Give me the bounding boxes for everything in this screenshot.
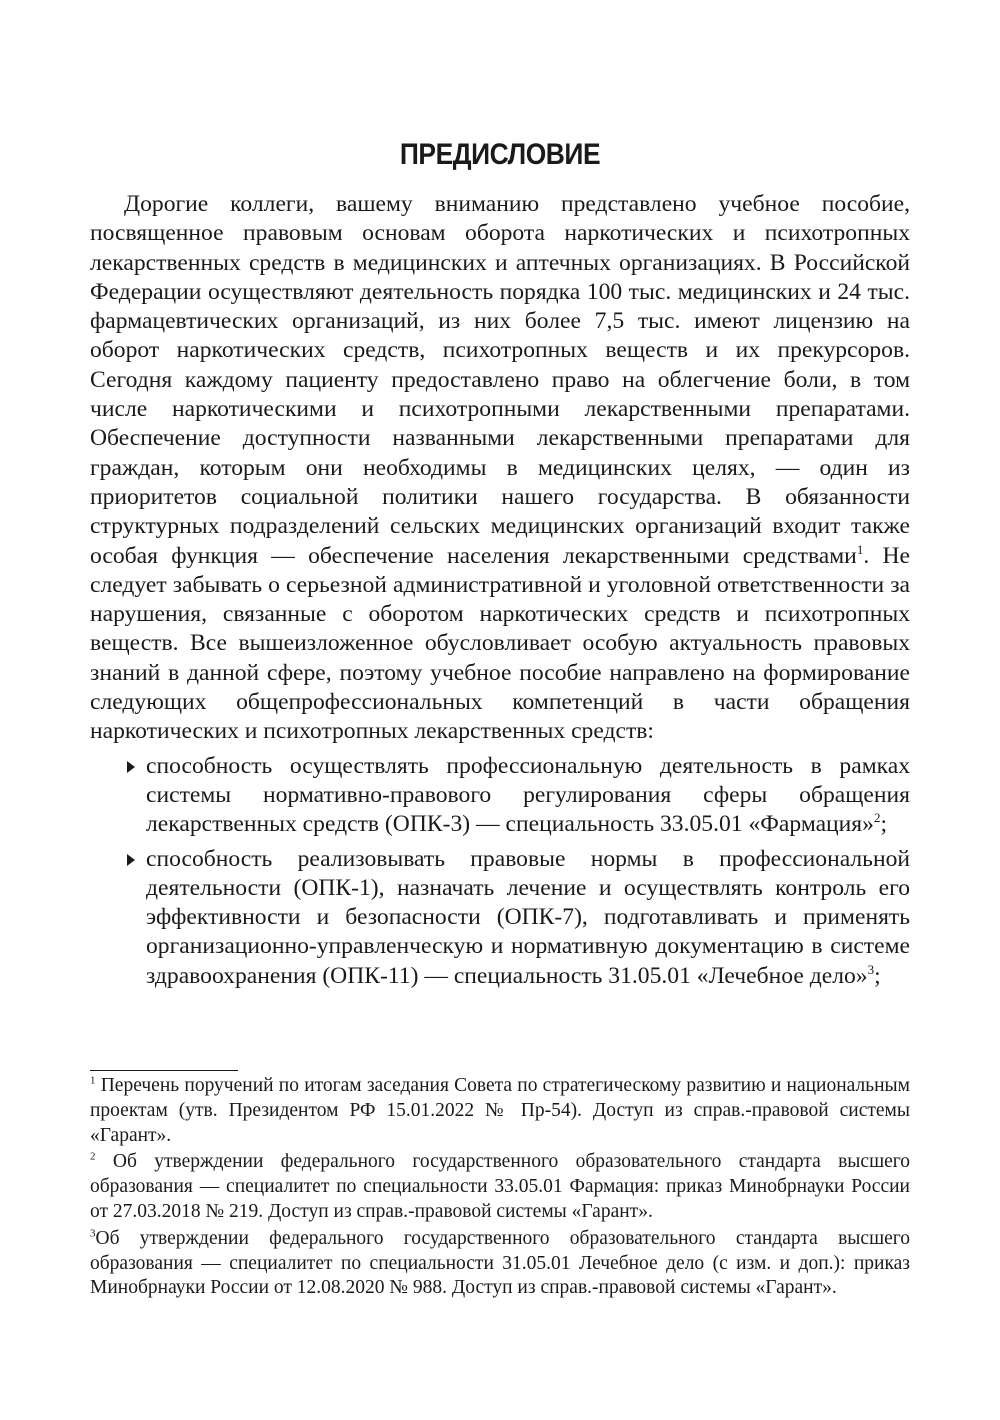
footnote bbox=[90, 1227, 910, 1301]
footnotes bbox=[90, 1074, 910, 1303]
footnote-divider bbox=[90, 1070, 238, 1071]
triangle-bullet-icon bbox=[127, 761, 135, 773]
list-item-tail: ; bbox=[874, 962, 881, 989]
footnote-ref-3: 3 bbox=[867, 961, 875, 977]
footnote-number: 3 bbox=[90, 1227, 96, 1240]
footnote-number: 2 bbox=[90, 1150, 96, 1163]
footnote bbox=[90, 1150, 910, 1224]
list-item-tail: ; bbox=[880, 811, 888, 838]
footnote-text: Об утверждении федерального государственного образовательного стандарта высшего образования — специалитет по специальности 33.05.01 Фармация: приказ Минобрнауки России от 27.03.2018 № 219. Доступ из справ.-правовой системы «Гарант». bbox=[90, 1151, 910, 1222]
list-item-text: способность осуществлять профессиональную деятельность в рамках системы нормативно-правового регулирования сферы обращения лекарственных средств (ОПК-3) — специальность 33.05.01 «Фармация» bbox=[146, 752, 910, 838]
intro-paragraph bbox=[90, 190, 910, 747]
page-title: ПРЕДИСЛОВИЕ bbox=[399, 138, 601, 171]
list-item bbox=[90, 845, 910, 991]
footnote-ref-1: 1 bbox=[856, 541, 864, 557]
document-page bbox=[90, 0, 910, 1420]
triangle-bullet-icon bbox=[127, 854, 135, 866]
list-item-text: способность реализовывать правовые нормы в профессиональной деятельности (ОПК-1), назначать лечение и осуществлять контроль его эффективности и безопасности (ОПК-7), подготавливать и применять организационно-управленческую и нормативную документацию в системе здравоохранения (ОПК-11) — специальность 31.05.01 «Лечебное дело» bbox=[146, 845, 910, 989]
footnote bbox=[90, 1074, 910, 1148]
intro-text-part1: Дорогие коллеги, вашему вниманию представлено учебное пособие, посвященное правовым основам оборота наркотических и психотропных лекарственных средств в медицинских и аптечных организациях. В Российской Федерации осуществляют деятельность порядка 100 тыс. медицинских и 24 тыс. фармацевтических организаций, из них более 7,5 тыс. имеют лицензию на оборот наркотических средств, психотропных веществ и их прекурсоров. Сегодня каждому пациенту предоставлено право на облегчение боли, в том числе наркотическими и психотропными лекарственными препаратами. Обеспечение доступности названными лекарственными препаратами для граждан, которым они необходимы в медицинских целях, — один из приоритетов социальной политики нашего государства. В обязанности структурных подразделений сельских медицинских организаций входит также особая функция — обеспечение населения лекарственными средствами bbox=[90, 191, 910, 569]
competency-list bbox=[90, 752, 910, 991]
list-item bbox=[90, 752, 910, 840]
preface-body bbox=[90, 190, 910, 991]
footnote-text: Об утверждении федерального государственного образовательного стандарта высшего образования — специалитет по специальности 31.05.01 Лечебное дело (с изм. и доп.): приказ Минобрнауки России от 12.08.2020 № 988. Доступ из справ.-правовой системы «Гарант». bbox=[90, 1227, 910, 1299]
footnote-text: Перечень поручений по итогам заседания Совета по стратегическому развитию и национальным проектам (утв. Президентом РФ 15.01.2022 № Пр-54). Доступ из справ.-правовой системы «Гарант». bbox=[90, 1075, 910, 1146]
intro-text-part2: . Не следует забывать о серьезной административной и уголовной ответственности за нарушения, связанные с оборотом наркотических средств и психотропных веществ. Все вышеизложенное обусловливает особую актуальность правовых знаний в данной сфере, поэтому учебное пособие направлено на формирование следующих общепрофессиональных компетенций в части обращения наркотических и психотропных лекарственных средств: bbox=[90, 542, 910, 745]
footnote-ref-2: 2 bbox=[873, 810, 881, 826]
footnote-number: 1 bbox=[90, 1074, 96, 1087]
